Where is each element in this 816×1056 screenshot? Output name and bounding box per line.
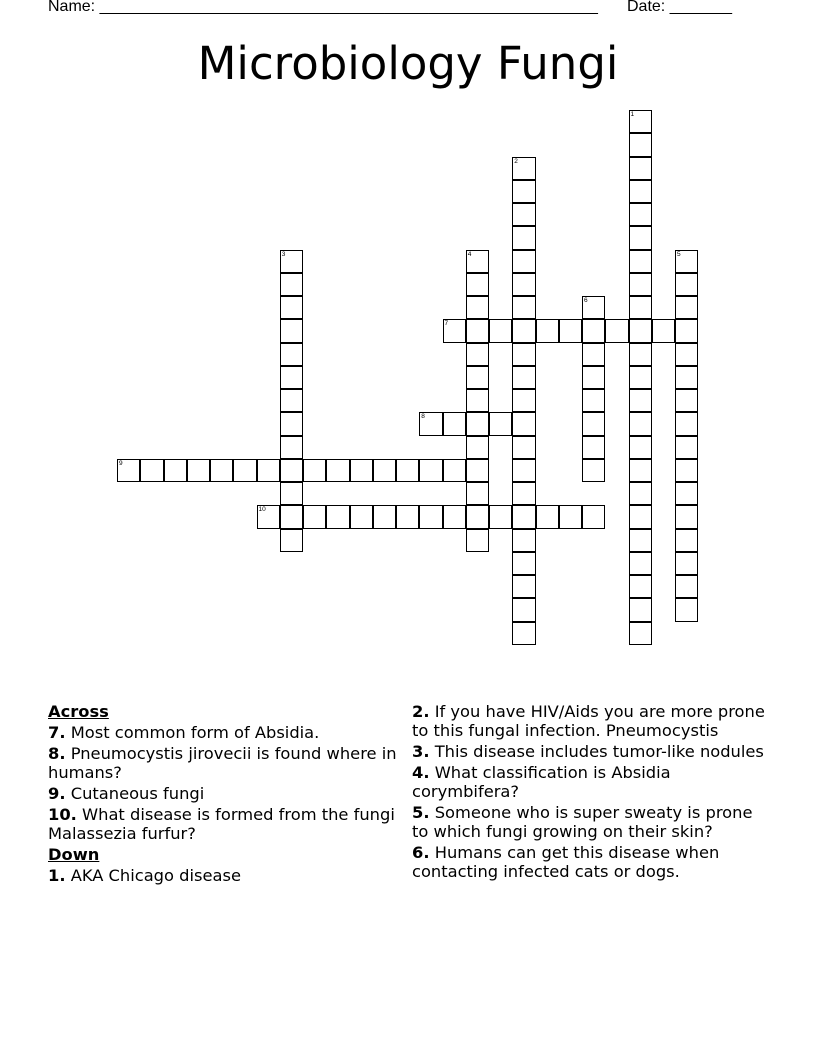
cell-number: 9 [119,459,123,467]
crossword-cell[interactable] [629,482,652,505]
crossword-cell[interactable] [629,319,652,342]
crossword-cell[interactable] [629,343,652,366]
crossword-cell[interactable] [512,505,535,528]
crossword-cell[interactable] [419,505,442,528]
crossword-cell[interactable] [629,110,652,133]
crossword-cell[interactable] [675,598,698,621]
crossword-cell[interactable] [629,296,652,319]
crossword-cell[interactable] [466,250,489,273]
crossword-cell[interactable] [629,157,652,180]
crossword-cell[interactable] [512,250,535,273]
crossword-cell[interactable] [512,622,535,645]
crossword-cell[interactable] [629,226,652,249]
crossword-cell[interactable] [443,412,466,435]
clue-number: 2. [412,702,430,721]
cell-number: 6 [584,297,588,304]
clue-number: 4. [412,763,430,782]
crossword-cell[interactable] [582,366,605,389]
crossword-cell[interactable] [233,459,256,482]
crossword-cell[interactable] [257,459,280,482]
clue-text: Someone who is super sweaty is prone to which fungi growing on their skin? [412,803,753,841]
crossword-cell[interactable] [303,459,326,482]
crossword-cell[interactable] [675,552,698,575]
crossword-cell[interactable] [629,412,652,435]
crossword-cell[interactable] [466,459,489,482]
crossword-cell[interactable] [164,459,187,482]
crossword-cell[interactable] [512,296,535,319]
clue-number: 3. [412,742,430,761]
crossword-cell[interactable] [512,273,535,296]
crossword-cell[interactable] [629,622,652,645]
crossword-cell[interactable] [280,250,303,273]
crossword-cell[interactable] [675,575,698,598]
crossword-cell[interactable] [675,366,698,389]
crossword-cell[interactable] [512,459,535,482]
crossword-cell[interactable] [629,180,652,203]
crossword-cell[interactable] [536,319,559,342]
crossword-cell[interactable] [466,273,489,296]
crossword-cell[interactable] [512,180,535,203]
crossword-cell[interactable] [326,505,349,528]
cell-number: 10 [258,506,266,514]
clues-left-column [48,702,398,887]
crossword-cell[interactable] [466,482,489,505]
crossword-cell[interactable] [512,482,535,505]
crossword-cell[interactable] [675,436,698,459]
crossword-cell[interactable] [629,505,652,528]
crossword-cell[interactable] [675,250,698,273]
page-title: Microbiology Fungi [197,37,619,90]
crossword-cell[interactable] [419,459,442,482]
crossword-cell[interactable] [280,366,303,389]
crossword-cell[interactable] [605,319,628,342]
clue-text: If you have HIV/Aids you are more prone to this fungal infection. Pneumocystis [412,702,765,740]
crossword-cell[interactable] [675,273,698,296]
down-clue-4 [412,763,772,801]
crossword-cell[interactable] [489,505,512,528]
crossword-cell[interactable] [512,319,535,342]
cell-number: 3 [281,250,286,258]
cell-number: 8 [421,413,425,421]
crossword-cell[interactable] [536,505,559,528]
cell-number: 5 [677,250,681,258]
clues-right-column [412,702,772,883]
crossword-cell[interactable] [629,598,652,621]
crossword-cell[interactable] [582,459,605,482]
crossword-cell[interactable] [582,389,605,412]
crossword-cell[interactable] [350,505,373,528]
clue-text: What classification is Absidia corymbifera? [412,763,671,801]
crossword-cell[interactable] [466,529,489,552]
crossword-cell[interactable] [326,459,349,482]
crossword-cell[interactable] [675,296,698,319]
crossword-cell[interactable] [582,319,605,342]
cell-number: 4 [467,250,472,258]
clue-number: 7. [48,723,66,742]
crossword-cell[interactable] [629,133,652,156]
cell-number: 7 [444,320,449,328]
crossword-cell[interactable] [675,529,698,552]
across-clue-7 [48,723,398,742]
crossword-cell[interactable] [117,459,140,482]
clue-text: AKA Chicago disease [70,866,241,885]
down-clue-1 [48,866,398,885]
crossword-cell[interactable] [629,389,652,412]
crossword-cell[interactable] [280,529,303,552]
crossword-cell[interactable] [582,343,605,366]
crossword-cell[interactable] [280,343,303,366]
crossword-cell[interactable] [373,505,396,528]
crossword-cell[interactable] [675,319,698,342]
crossword-cell[interactable] [443,505,466,528]
crossword-cell[interactable] [466,366,489,389]
crossword-cell[interactable] [629,250,652,273]
crossword-cell[interactable] [466,343,489,366]
clue-text: Most common form of Absidia. [70,723,320,742]
crossword-cell[interactable] [396,459,419,482]
clue-number: 5. [412,803,430,822]
across-clue-8 [48,744,398,782]
clue-number: 1. [48,866,66,885]
crossword-cell[interactable] [629,575,652,598]
crossword-cell[interactable] [280,436,303,459]
crossword-cell[interactable] [652,319,675,342]
date-field-label: Date: _______ [627,0,732,15]
crossword-cell[interactable] [582,296,605,319]
crossword-cell[interactable] [512,552,535,575]
crossword-cell[interactable] [280,505,303,528]
crossword-cell[interactable] [629,436,652,459]
crossword-cell[interactable] [512,436,535,459]
crossword-cell[interactable] [512,366,535,389]
crossword-cell[interactable] [675,412,698,435]
crossword-cell[interactable] [280,389,303,412]
crossword-cell[interactable] [443,459,466,482]
across-heading: Across [48,702,109,721]
clue-text: Humans can get this disease when contacting infected cats or dogs. [412,843,720,881]
clue-text: This disease includes tumor-like nodules [434,742,764,761]
down-clue-2 [412,702,772,740]
crossword-cell[interactable] [512,575,535,598]
clue-number: 8. [48,744,66,763]
crossword-cell[interactable] [466,319,489,342]
crossword-cell[interactable] [489,319,512,342]
crossword-cell[interactable] [257,505,280,528]
cell-number: 1 [630,111,635,118]
name-field-label: Name: ________________________________________________________ [48,0,598,15]
crossword-cell[interactable] [280,273,303,296]
crossword-cell[interactable] [512,226,535,249]
crossword-cell[interactable] [675,482,698,505]
crossword-cell[interactable] [582,436,605,459]
crossword-cell[interactable] [582,505,605,528]
crossword-cell[interactable] [512,412,535,435]
crossword-cell[interactable] [210,459,233,482]
crossword-cell[interactable] [396,505,419,528]
crossword-cell[interactable] [373,459,396,482]
down-clue-6 [412,843,772,881]
crossword-cell[interactable] [280,296,303,319]
crossword-cell[interactable] [629,459,652,482]
crossword-cell[interactable] [280,319,303,342]
down-clue-5 [412,803,772,841]
crossword-cell[interactable] [629,529,652,552]
crossword-cell[interactable] [629,552,652,575]
crossword-cell[interactable] [280,412,303,435]
clue-text: Pneumocystis jirovecii is found where in humans? [48,744,397,782]
crossword-cell[interactable] [466,296,489,319]
clue-number: 10. [48,805,77,824]
clue-text: Cutaneous fungi [70,784,205,803]
crossword-cell[interactable] [443,319,466,342]
crossword-cell[interactable] [280,482,303,505]
clue-text: What disease is formed from the fungi Malassezia furfur? [48,805,395,843]
crossword-cell[interactable] [675,505,698,528]
crossword-cell[interactable] [489,412,512,435]
crossword-cell[interactable] [675,389,698,412]
crossword-cell[interactable] [629,273,652,296]
crossword-cell[interactable] [675,459,698,482]
crossword-cell[interactable] [512,157,535,180]
crossword-cell[interactable] [512,343,535,366]
across-clue-9 [48,784,398,803]
crossword-cell[interactable] [629,203,652,226]
cell-number: 2 [514,157,518,165]
crossword-cell[interactable] [350,459,373,482]
crossword-cell[interactable] [582,412,605,435]
crossword-cell[interactable] [559,505,582,528]
crossword-cell[interactable] [466,389,489,412]
crossword-cell[interactable] [303,505,326,528]
crossword-cell[interactable] [675,343,698,366]
crossword-cell[interactable] [512,529,535,552]
crossword-cell[interactable] [466,505,489,528]
down-clue-3 [412,742,772,761]
crossword-cell[interactable] [512,389,535,412]
clue-number: 9. [48,784,66,803]
crossword-cell[interactable] [280,459,303,482]
crossword-cell[interactable] [466,412,489,435]
across-clue-10 [48,805,398,843]
crossword-cell[interactable] [512,203,535,226]
crossword-cell[interactable] [140,459,163,482]
crossword-cell[interactable] [419,412,442,435]
crossword-cell[interactable] [559,319,582,342]
down-heading: Down [48,845,100,864]
clue-number: 6. [412,843,430,862]
crossword-cell[interactable] [629,366,652,389]
crossword-cell[interactable] [512,598,535,621]
crossword-cell[interactable] [187,459,210,482]
crossword-cell[interactable] [466,436,489,459]
